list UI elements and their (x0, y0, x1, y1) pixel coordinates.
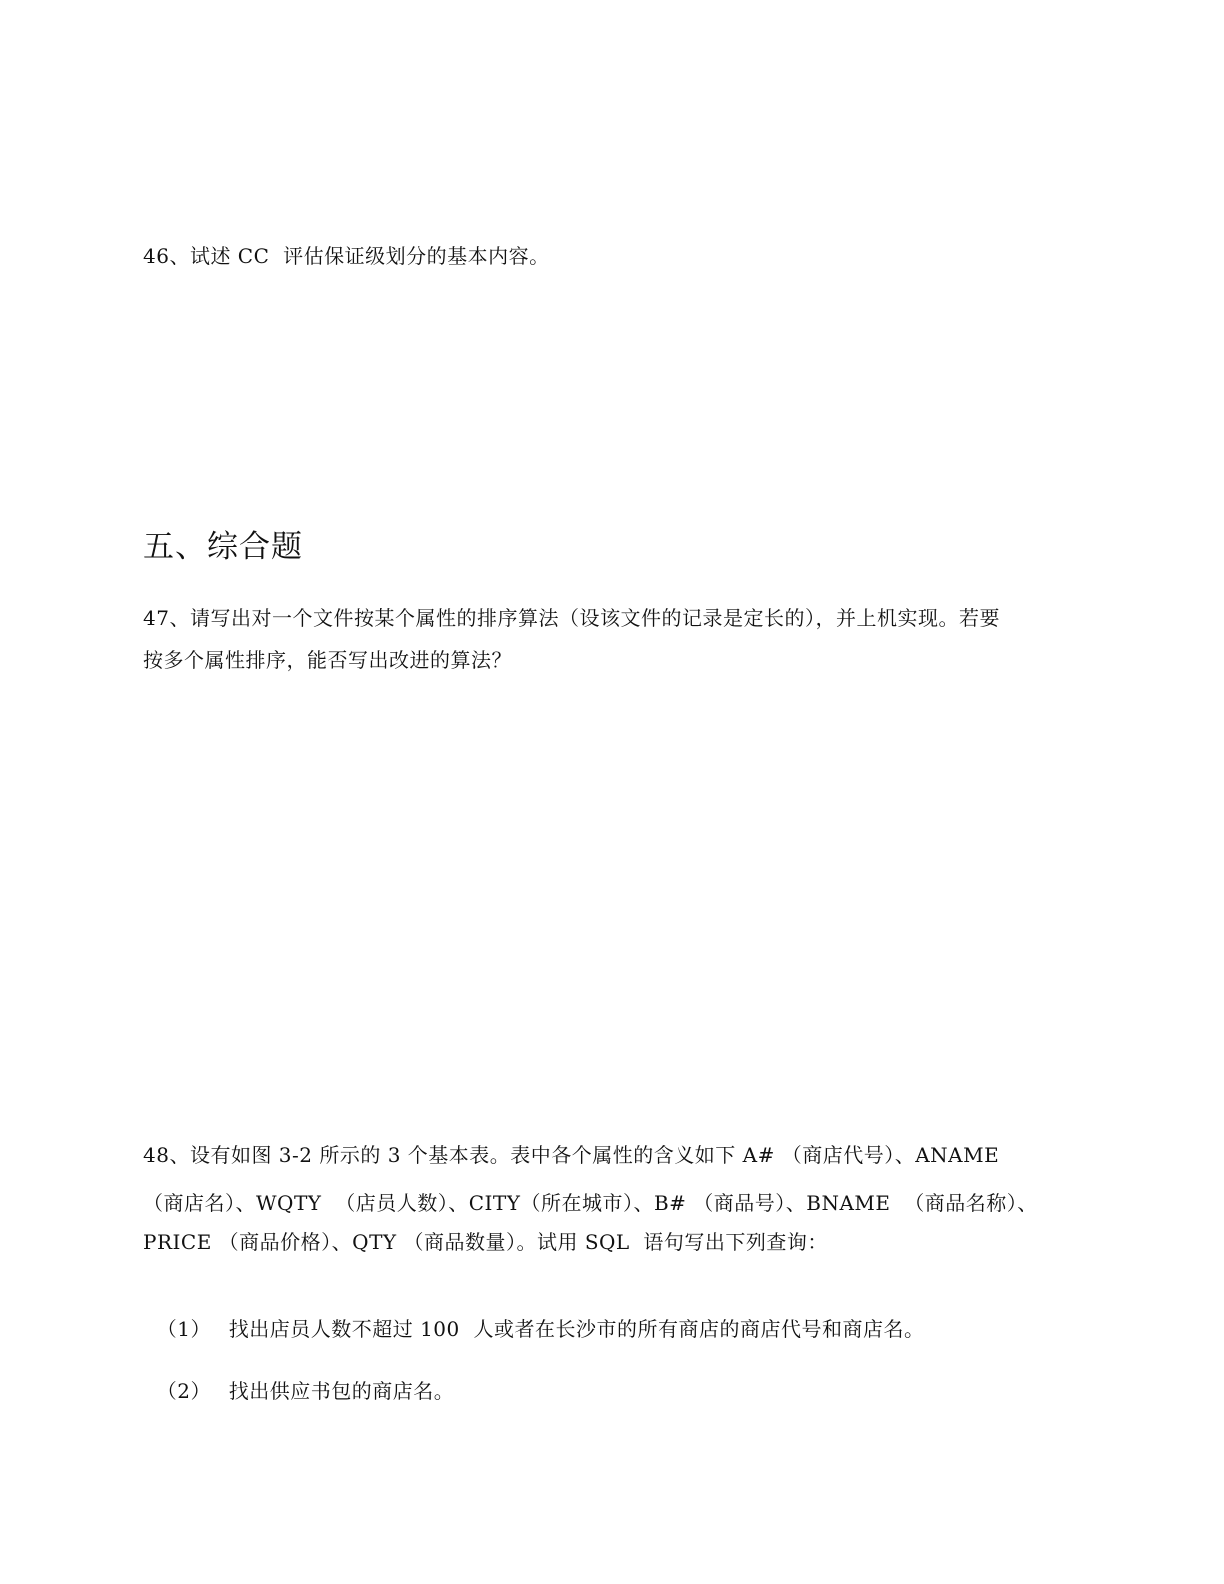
question-48-item-2 (143, 1361, 454, 1401)
item-text: 找出供应书包的商店名。 (228, 1379, 455, 1403)
question-46: 46、试述 CC 评估保证级划分的基本内容。 (143, 244, 550, 268)
item-number: （2） (156, 1379, 211, 1403)
question-48-line-3: PRICE （商品价格）、QTY （商品数量）。试用 SQL 语句写出下列查询： (143, 1230, 828, 1254)
question-47-line-2: 按多个属性排序，能否写出改进的算法？ (143, 648, 512, 672)
section-heading: 五、综合题 (143, 529, 303, 565)
question-47-line-1: 47、请写出对一个文件按某个属性的排序算法（设该文件的记录是定长的），并上机实现。若要 (143, 606, 1000, 630)
question-48-line-2: （商店名）、WQTY （店员人数）、CITY（所在城市）、B# （商品号）、BNAME （商品名称）、 (143, 1191, 1038, 1215)
question-48-line-1: 48、设有如图 3-2 所示的 3 个基本表。表中各个属性的含义如下 A# （商店代号）、ANAME (143, 1143, 1000, 1167)
item-number: （1） (156, 1317, 211, 1341)
question-48-item-1 (143, 1299, 924, 1339)
item-text: 找出店员人数不超过 100 人或者在长沙市的所有商店的商店代号和商店名。 (228, 1317, 925, 1341)
